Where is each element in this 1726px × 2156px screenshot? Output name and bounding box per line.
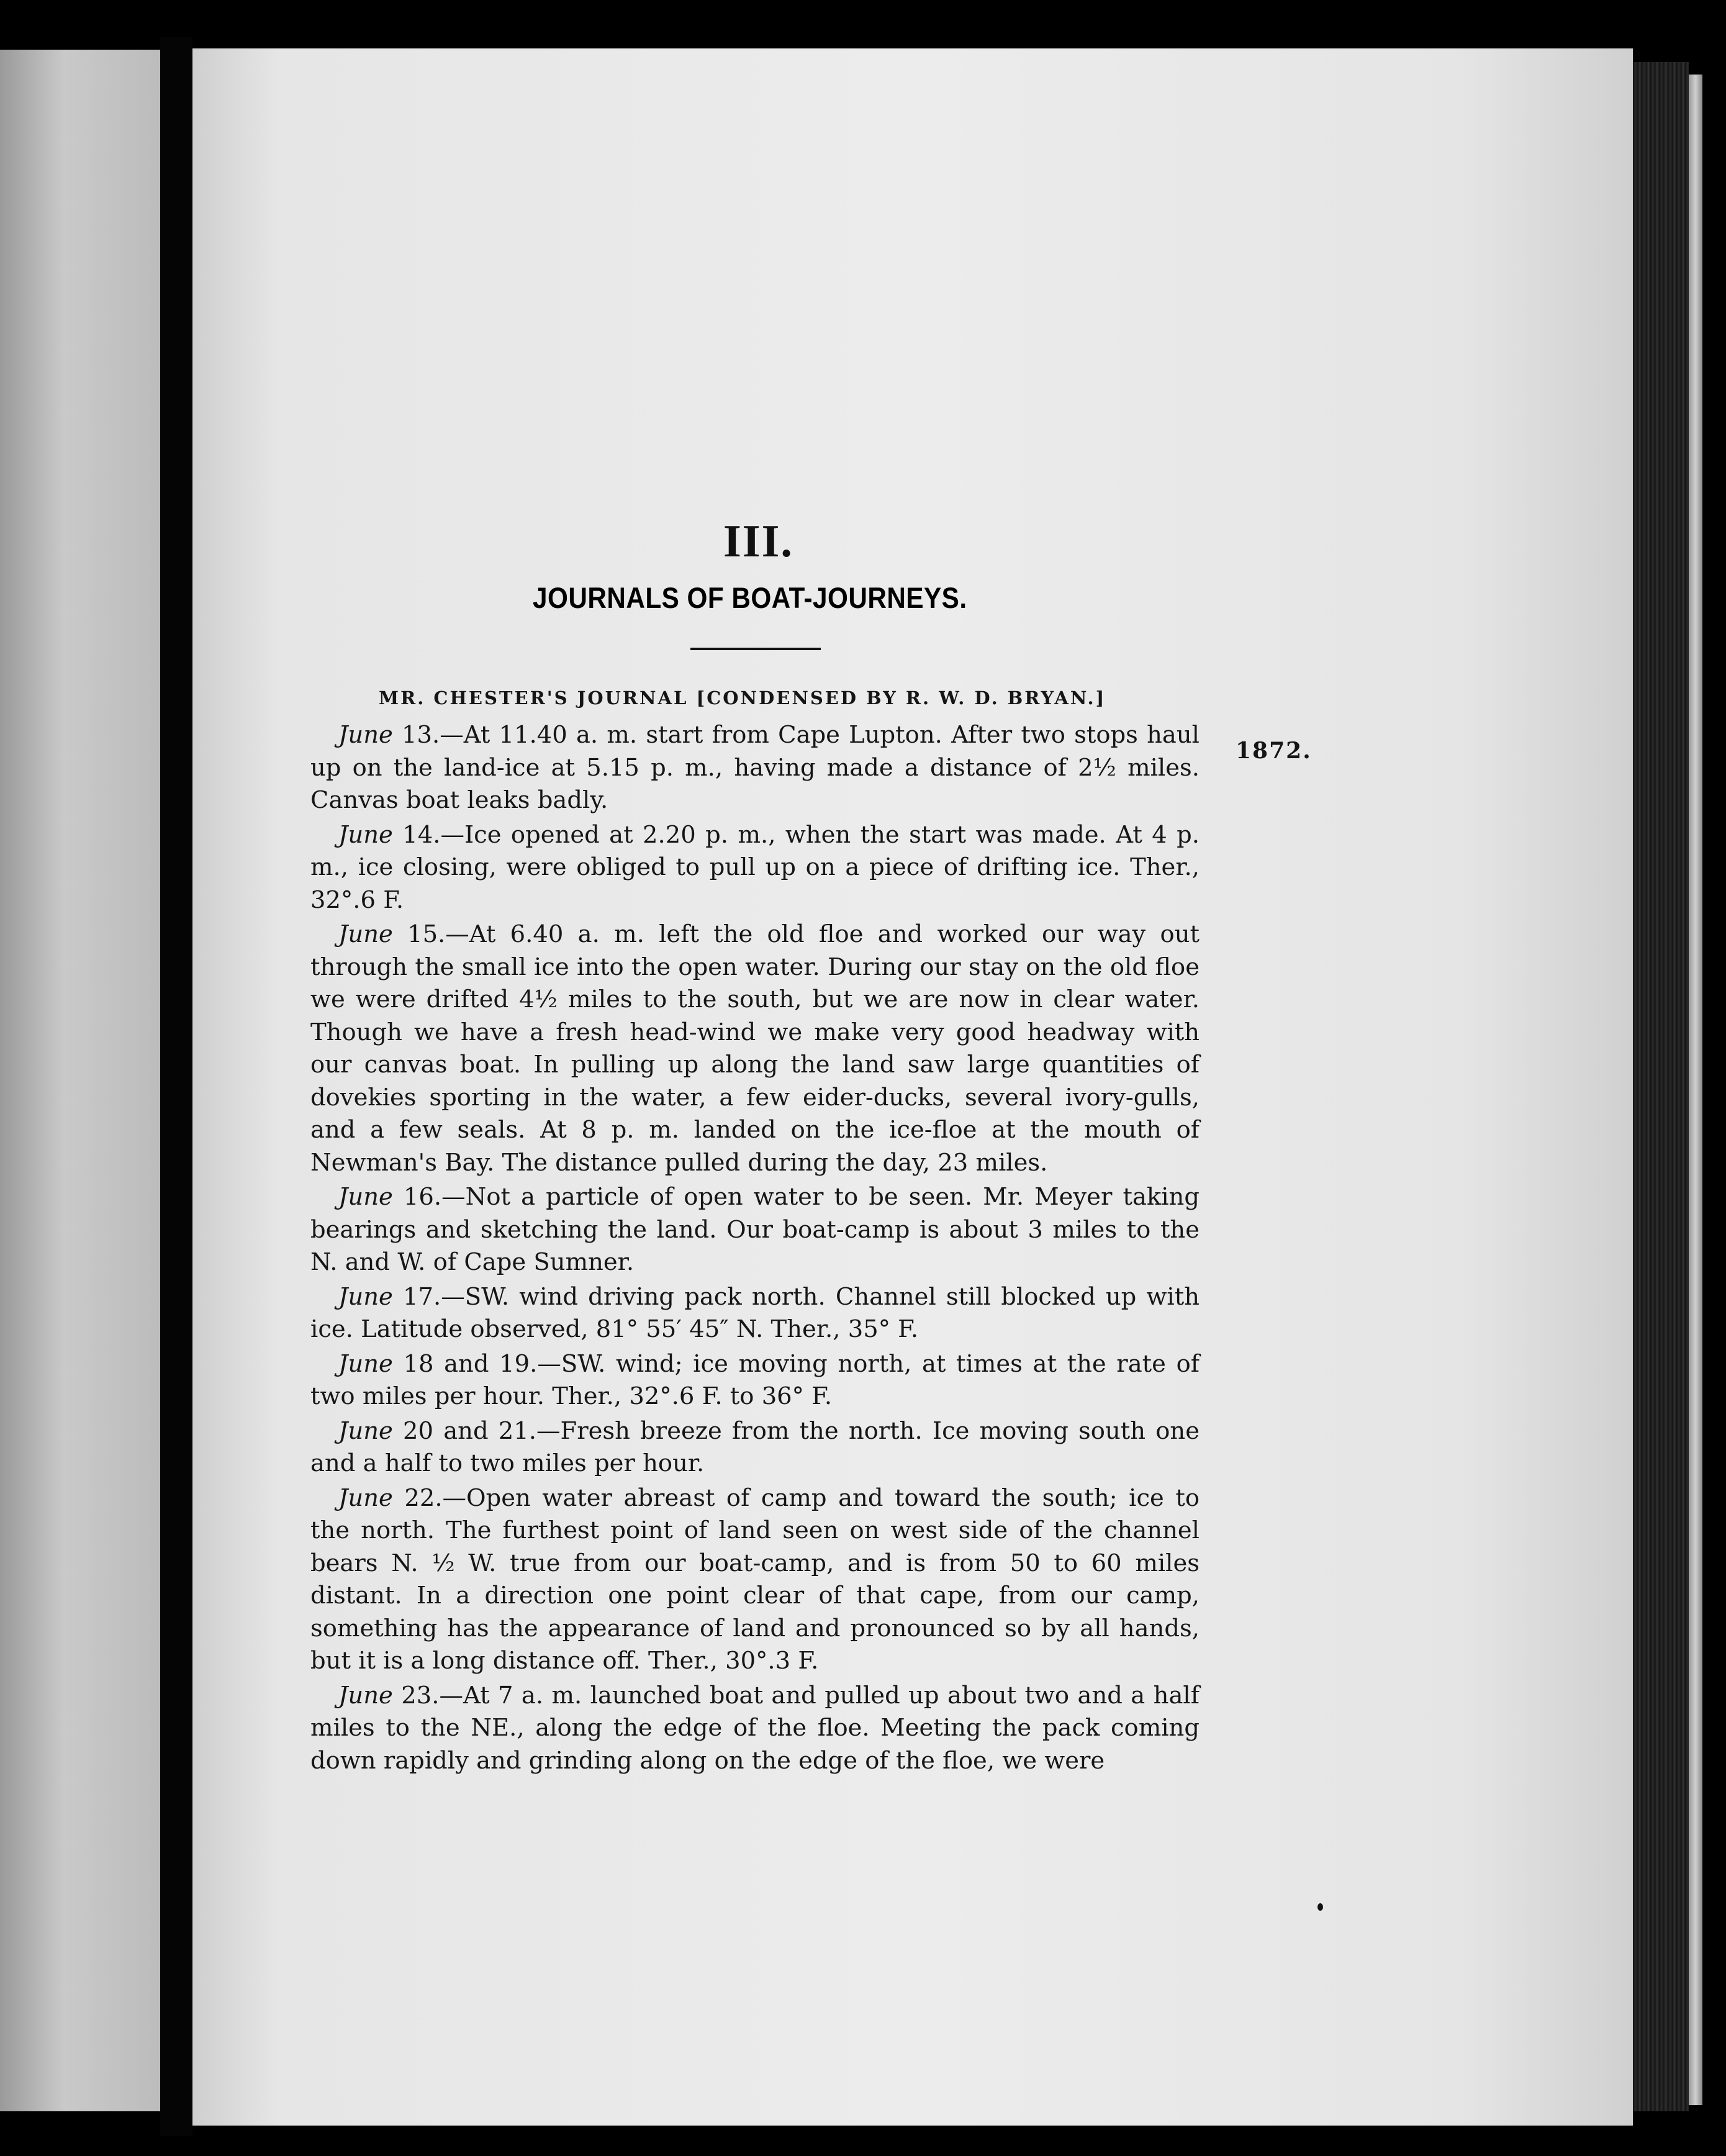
entry-text: 18 and 19.—SW. wind; ice moving north, at times at the rate of two miles per hour. Ther., 32°.6 F. to 36° F.	[310, 1349, 1200, 1410]
journal-entry	[310, 1415, 1200, 1480]
entry-date: June	[338, 1183, 393, 1211]
entry-date: June	[338, 1349, 393, 1378]
entry-date: June	[338, 820, 393, 849]
entry-date: June	[338, 721, 393, 749]
entry-date: June	[338, 1416, 393, 1445]
entry-text: 23.—At 7 a. m. launched boat and pulled up about two and a half miles to the NE., along the edge of the floe. Meeting the pack coming down rapidly and grinding along on the edge of the floe, we were	[310, 1681, 1200, 1775]
journal-entry	[310, 1482, 1200, 1678]
journal-entry	[310, 1348, 1200, 1413]
margin-year: 1872.	[1236, 738, 1312, 764]
journal-entry	[310, 819, 1200, 917]
entry-text: 14.—Ice opened at 2.20 p. m., when the start was made. At 4 p. m., ice closing, were obliged to pull up on a piece of drifting ice. Ther., 32°.6 F.	[310, 820, 1200, 914]
entry-text: 20 and 21.—Fresh breeze from the north. Ice moving south one and a half to two miles per hour.	[310, 1416, 1200, 1477]
journal-entry	[310, 719, 1200, 817]
entry-text: 13.—At 11.40 a. m. start from Cape Lupton. After two stops haul up on the land-ice at 5.15 p. m., having made a distance of 2½ miles. Canvas boat leaks badly.	[310, 721, 1200, 814]
journal-entry	[310, 918, 1200, 1179]
journal-entry	[310, 1680, 1200, 1778]
entry-date: June	[338, 1483, 393, 1512]
page-stack-edge	[1633, 62, 1689, 2111]
ink-speck	[1317, 1903, 1323, 1911]
entry-text: 22.—Open water abreast of camp and toward the south; ice to the north. The furthest point of land seen on west side of the channel bears N. ½ W. true from our boat-camp, and is from 50 to 60 miles distant. In a direction one point clear of that cape, from our camp, something has the appearance of land and pronounced so by all hands, but it is a long distance off. Ther., 30°.3 F.	[310, 1483, 1200, 1675]
entry-date: June	[338, 1282, 393, 1311]
journal-entry	[310, 1181, 1200, 1279]
facing-page-edge	[0, 50, 160, 2111]
book-gutter	[160, 37, 192, 2136]
page-stack-edge-highlight	[1689, 75, 1702, 2105]
entry-text: 16.—Not a particle of open water to be seen. Mr. Meyer taking bearings and sketching the land. Our boat-camp is about 3 miles to the N. and W. of Cape Sumner.	[310, 1183, 1200, 1276]
journal-heading: MR. CHESTER'S JOURNAL [CONDENSED BY R. W. D. BRYAN.]	[379, 687, 1106, 709]
section-title: JOURNALS OF BOAT-JOURNEYS.	[533, 581, 967, 614]
entry-date: June	[338, 920, 393, 948]
section-numeral: III.	[723, 516, 793, 567]
journal-entry	[310, 1281, 1200, 1346]
journal-entries	[310, 719, 1200, 1779]
entry-text: 17.—SW. wind driving pack north. Channel still blocked up with ice. Latitude observed, 81° 55′ 45″ N. Ther., 35° F.	[310, 1282, 1200, 1343]
entry-text: 15.—At 6.40 a. m. left the old floe and worked our way out through the small ice into the open water. During our stay on the old floe we were drifted 4½ miles to the south, but we are now in clear water. Though we have a fresh head-wind we make very good headway with our canvas boat. In pulling up along the land saw large quantities of dovekies sporting in the water, a few eider-ducks, several ivory-gulls, and a few seals. At 8 p. m. landed on the ice-floe at the mouth of Newman's Bay. The distance pulled during the day, 23 miles.	[310, 920, 1200, 1177]
entry-date: June	[338, 1681, 393, 1710]
title-rule	[690, 648, 821, 650]
